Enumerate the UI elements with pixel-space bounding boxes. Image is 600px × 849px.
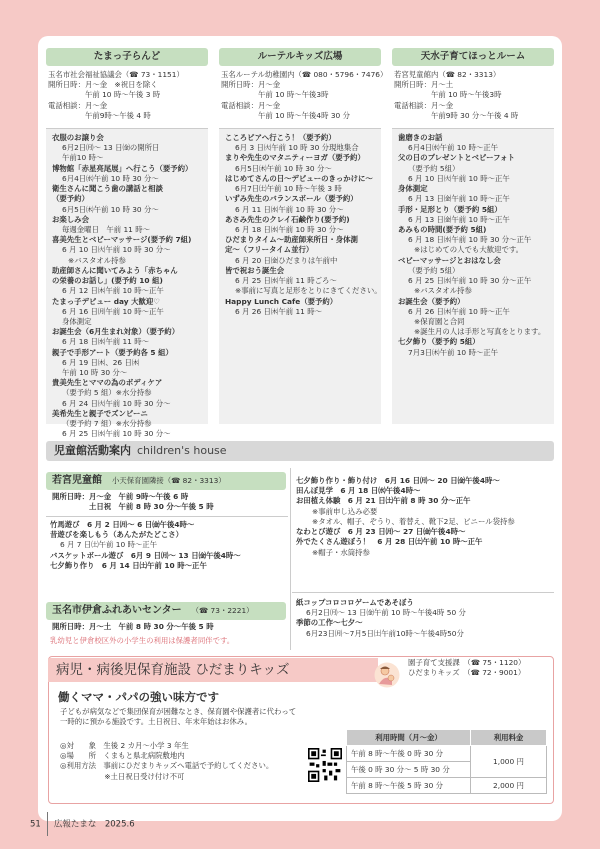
- text-line: 開所日時：月～土 午前 8 時 30 分～午後 5 時: [52, 622, 214, 631]
- wakamiya-right-events: [296, 476, 515, 558]
- text-line: 外でたくさん遊ぼう！ 6 月 28 日㈯午前 10 時～正午: [296, 537, 483, 547]
- text-line: 手形・足形とり（要予約 5組）: [398, 204, 502, 214]
- text-line: 6月4日㈬午前 10 時～正午: [408, 143, 499, 153]
- text-line: ※事前に写真と足形をとりにきてください。: [235, 286, 382, 296]
- fee-table: [346, 729, 547, 794]
- facility-tel: 小天保育園隣接（☎ 82・3313）: [112, 476, 226, 485]
- text-line: 6 月 18 日㈬午前 11 時～: [62, 337, 149, 347]
- text-line: 田んぼ見学 6 月 18 日㈬午後4時～: [296, 486, 421, 496]
- text-line: 6 月 7 日㈯午前 10 時～正午: [60, 540, 158, 550]
- text-line: 6月7日㈯午前 10 時～午後 3 時: [235, 184, 342, 194]
- facility-tel: （☎ 73・2221）: [191, 606, 254, 615]
- text-line: 7月3日㈭午前 10 時～正午: [408, 347, 499, 357]
- column-info: [46, 66, 208, 128]
- text-line: 6 月 25 日㈬午前 10 時 30 分～正午: [408, 276, 532, 286]
- text-line: 午前9時 30 分～午後 4 時: [394, 110, 519, 120]
- text-line: ※誕生月の人は手形と写真をとります。: [414, 327, 546, 337]
- text-line: 歯磨きのお話: [398, 133, 443, 142]
- text-line: 6月23日㈪～7月5日㈯午前10時～午後4時50分: [306, 628, 464, 638]
- text-line: 若宮児童館内（☎ 82・3313）: [394, 70, 501, 79]
- mother-child-icon: [374, 662, 400, 688]
- text-line: お誕生会（6月生まれ対象）（要予約）: [52, 327, 180, 337]
- column-info: [219, 66, 388, 128]
- text-line: たまっ子デビュー day 大歓迎♡: [52, 296, 160, 306]
- text-line: 午前 10 時～午後3時: [221, 90, 329, 100]
- text-line: 開所日時：月～土: [394, 80, 454, 90]
- text-line: ※事前申し込み必要: [312, 506, 378, 516]
- text-line: 開所日時：月～金: [221, 80, 281, 90]
- column-events: [392, 128, 554, 424]
- text-line: 土日祝 午前 8 時 30 分～午後 5 時: [52, 502, 214, 512]
- text-line: ◎利用方法 事前にひだまりキッズへ電話で予約してください。: [60, 761, 274, 771]
- text-line: ベビーマッサージとおはなし会: [398, 255, 501, 265]
- text-line: 6 月 12 日㈭午前 10 時～正午: [62, 286, 164, 296]
- page-sheet: [38, 36, 562, 821]
- text-line: 6 月 13 日㈮午前 10 時～正午: [408, 214, 510, 224]
- text-line: （要予約 5組）: [408, 265, 460, 275]
- table-row: [347, 746, 547, 762]
- text-line: 6 月 16 日㈪午前 10 時～正午: [62, 306, 164, 316]
- text-line: いずみ先生のバランスボール（要予約）: [225, 194, 358, 204]
- hidamari-contacts: [408, 658, 525, 678]
- text-line: 開所日時：月～金 ※祝日を除く: [48, 80, 158, 90]
- text-line: Happy Lunch Cafe（要予約）: [225, 296, 338, 306]
- text-line: 午前 10 時～午後3時: [394, 90, 502, 100]
- text-line: ひだまりタイム～助産師来所日・身体測: [225, 235, 358, 245]
- text-line: ※バスタオル持参: [68, 255, 126, 265]
- text-line: 親子で手形アート（要予約各 5 組）: [52, 347, 173, 357]
- text-line: 電話相談：月～金: [394, 100, 454, 110]
- text-line: 衣服のお譲り会: [52, 133, 104, 142]
- wakamiya-hours: [52, 492, 214, 512]
- text-line: 6 月 26 日㈭午前 11 時～: [235, 306, 322, 316]
- table-row: [347, 778, 547, 794]
- fee-price: 2,000 円: [471, 778, 547, 794]
- text-line: 6月2日㈪～ 13 日㈮の開所日: [62, 143, 160, 153]
- text-line: の栄養のお話し」(要予約 10 組): [52, 276, 163, 286]
- publication-date: 2025.6: [104, 819, 135, 830]
- fee-time: 午前 8 時～午後 0 時 30 分: [347, 746, 471, 762]
- text-line: 毎週金曜日 午前 11 時～: [62, 224, 151, 234]
- divider: [46, 516, 288, 517]
- text-line: 午前 10 時 30 分～: [62, 368, 128, 378]
- ikura-note: 乳幼児と伊倉校区外の小学生の利用は保護者同伴です。: [50, 636, 235, 645]
- divider: [292, 592, 554, 593]
- text-line: 皆で祝おう誕生会: [225, 265, 285, 275]
- text-line: 子どもが病気などで集団保育が困難なとき、保育園や保護者に代わって: [60, 707, 297, 716]
- text-line: 6月5日㈭午前 10 時 30 分～: [62, 204, 159, 214]
- hidamari-subtitle: 働くママ・パパの強い味方です: [58, 690, 219, 704]
- text-line: はじめてさんの日～デビューのきっかけに～: [225, 173, 373, 183]
- text-line: あさみ先生のクレイ石鹸作り(要予約): [225, 214, 350, 224]
- text-line: ひだまりキッズ （☎ 72・9001）: [408, 668, 526, 678]
- text-line: 6 月 20 日㈮ひだまりは午前中: [235, 255, 338, 265]
- fee-price: 1,000 円: [471, 746, 547, 778]
- text-line: 開所日時：月～金 午前 9時～午後 6 時: [52, 492, 189, 501]
- text-line: こころピアへ行こう！（要予約）: [225, 133, 336, 142]
- text-line: 6 月 10 日㈫午前 10 時～正午: [408, 173, 510, 183]
- text-line: ※帽子・水筒持参: [312, 547, 370, 557]
- text-line: 6月5日㈭午前 10 時 30 分～: [235, 163, 332, 173]
- text-line: 6 月 25 日㈬午前 11 時ごろ～: [235, 276, 337, 286]
- text-line: 一時的に預かる施設です。土日祝日、年末年始はお休み。: [60, 717, 253, 727]
- text-line: 6 月 10 日㈫午前 10 時 30 分～: [62, 245, 171, 255]
- wakamiya-events: [50, 520, 241, 571]
- text-line: ※保育園と合同: [414, 316, 465, 326]
- text-line: 父の日のプレゼントとベビーフォト: [398, 153, 515, 163]
- text-line: 電話相談：月～金: [48, 100, 108, 110]
- text-line: ◎対 象 生後 2 カ月～小学 3 年生: [60, 741, 189, 750]
- text-line: 喜美先生とベビーマッサージ(要予約 7組): [52, 235, 192, 245]
- facility-name: 玉名市伊倉ふれあいセンター: [52, 605, 182, 616]
- text-line: 6 月 26 日㈭午前 10 時～正午: [408, 306, 510, 316]
- text-line: ※はじめての人でも大歓迎です。: [414, 245, 524, 255]
- text-line: 季節の工作～七夕～: [296, 618, 363, 628]
- text-line: ※土日祝日受け付け不可: [60, 771, 185, 781]
- text-line: 電話相談：月～金: [221, 100, 281, 110]
- text-line: 昔遊びを楽しもう（あんたがたどこさ）: [50, 530, 184, 540]
- text-line: 6 月 19 日㈭、26 日㈭: [62, 357, 140, 367]
- text-line: 6 月 25 日㈬午前 10 時 30 分～: [62, 429, 171, 439]
- hidamari-details: [60, 741, 273, 782]
- text-line: 七夕飾り作り・飾り付け 6月 16 日㈪～ 20 日㈮午後4時～: [296, 476, 500, 485]
- column-lutheran: [219, 48, 388, 424]
- text-line: 身体測定: [398, 184, 428, 194]
- text-line: お楽しみ会: [52, 214, 89, 224]
- text-line: （要予約）: [52, 194, 89, 204]
- text-line: （要予約 7 組）※水分持参: [62, 419, 152, 429]
- text-line: なわとび遊び 6 月 23 日㈪～ 27 日㈮午後4時～: [296, 527, 466, 537]
- footer-separator: [47, 812, 48, 836]
- text-line: （要予約 5 組）※水分持参: [62, 388, 152, 398]
- column-title: ルーテルキッズ広場: [219, 48, 381, 66]
- hidamari-title: 病児・病後児保育施設 ひだまりキッズ: [48, 658, 378, 682]
- text-line: 貴美先生とママの為のボディケア: [52, 378, 163, 388]
- text-line: 6 月 13 日㈮午前 10 時～正午: [408, 194, 510, 204]
- text-line: 衛生さんに聞こう歯の講話と相談: [52, 184, 163, 194]
- column-tamakko: [46, 48, 208, 439]
- text-line: 七夕飾り（要予約 5組）: [398, 337, 480, 347]
- text-line: お誕生会（要予約）: [398, 296, 465, 306]
- text-line: お田植え体験 6 月 21 日㈯午前 8 時 30 分～正午: [296, 496, 471, 506]
- childrens-house-header: [46, 441, 554, 461]
- fee-header-time: 利用時間（月～金）: [347, 730, 471, 746]
- text-line: あみもの時間(要予約 5組): [398, 224, 487, 234]
- column-info: [392, 66, 554, 128]
- ikura-hours: [52, 622, 214, 632]
- text-line: 午前 10 時～午後 3 時: [48, 90, 161, 100]
- hidamari-description: [60, 707, 296, 727]
- text-line: 6 月 11 日㈬午前 10 時 30 分～: [235, 204, 344, 214]
- text-line: 美希先生と親子でズンビーニ: [52, 408, 148, 418]
- fee-header-price: 利用料金: [471, 730, 547, 746]
- text-line: 定～（フリータイム並行）: [225, 245, 314, 255]
- divider: [290, 468, 291, 650]
- section-title-ja: 児童館活動案内: [54, 444, 131, 457]
- text-line: 午前9時～午後 4 時: [48, 110, 151, 120]
- text-line: 6 月 18 日㈬午前 10 時 30 分～: [235, 224, 344, 234]
- section-title-en: children's house: [137, 444, 227, 457]
- ikura-header: [46, 602, 286, 620]
- text-line: 助産師さんに聞いてみよう「赤ちゃん: [52, 265, 178, 275]
- text-line: 玉名市社会福祉協議会（☎ 73・1151）: [48, 70, 184, 79]
- publication-name: 広報たまな: [53, 819, 97, 830]
- text-line: 園子育て支援課 （☎ 75・1120）: [408, 658, 526, 667]
- text-line: 午前 10 時～午後4時 30 分: [221, 110, 350, 120]
- wakamiya-header: [46, 472, 286, 490]
- text-line: 6月2日㈪～ 13 日㈮午前 10 時～午後4時 50 分: [306, 608, 466, 618]
- text-line: 身体測定: [62, 316, 92, 326]
- text-line: （要予約 5組）: [408, 163, 460, 173]
- footer: [30, 812, 135, 836]
- text-line: 午前10 時～: [62, 153, 104, 163]
- column-title: 天水子育てほっとルーム: [392, 48, 554, 66]
- text-line: ※バスタオル持参: [414, 286, 472, 296]
- ikura-events: [296, 598, 466, 639]
- column-tensui: [392, 48, 554, 424]
- column-title: たまっ子らんど: [46, 48, 208, 66]
- qr-code-icon: [308, 748, 342, 782]
- text-line: ◎場 所 くまもと県北病院敷地内: [60, 751, 185, 761]
- text-line: 6 月 18 日㈬午前 10 時 30 分～正午: [408, 235, 532, 245]
- text-line: 竹馬遊び 6 月 2 日㈪～ 6 日㈮午後4時～: [50, 520, 195, 529]
- text-line: まりや先生のマタニティーヨガ（要予約）: [225, 153, 365, 163]
- text-line: 七夕飾り作り 6 月 14 日㈯午前 10 時～正午: [50, 560, 207, 570]
- facility-name: 若宮児童館: [52, 475, 102, 486]
- text-line: 6月4日㈬午前 10 時 30 分～: [62, 173, 159, 183]
- text-line: 6 月 24 日㈫午前 10 時 30 分～: [62, 398, 171, 408]
- text-line: 玉名ルーテル幼稚園内（☎ 080・5796・7476）: [221, 70, 388, 79]
- column-events: [219, 128, 381, 424]
- text-line: バスケットボール遊び 6月 9 日㈪～ 13 日㈮午後4時～: [50, 550, 241, 560]
- text-line: 紙コップコロコロゲームであそぼう: [296, 598, 414, 607]
- fee-time: 午前 8 時～午後 5 時 30 分: [347, 778, 471, 794]
- text-line: 博物館「赤星亮尾展」へ行こう（要予約）: [52, 163, 193, 173]
- column-events: [46, 128, 208, 439]
- page-number: 51: [30, 819, 41, 830]
- text-line: ※タオル、帽子、ぞうり、着替え、靴下2足、ビニール袋持参: [312, 516, 515, 526]
- text-line: 6月 3 日㈫午前 10 時 30 分現地集合: [235, 143, 359, 153]
- fee-time: 午後 0 時 30 分～ 5 時 30 分: [347, 762, 471, 778]
